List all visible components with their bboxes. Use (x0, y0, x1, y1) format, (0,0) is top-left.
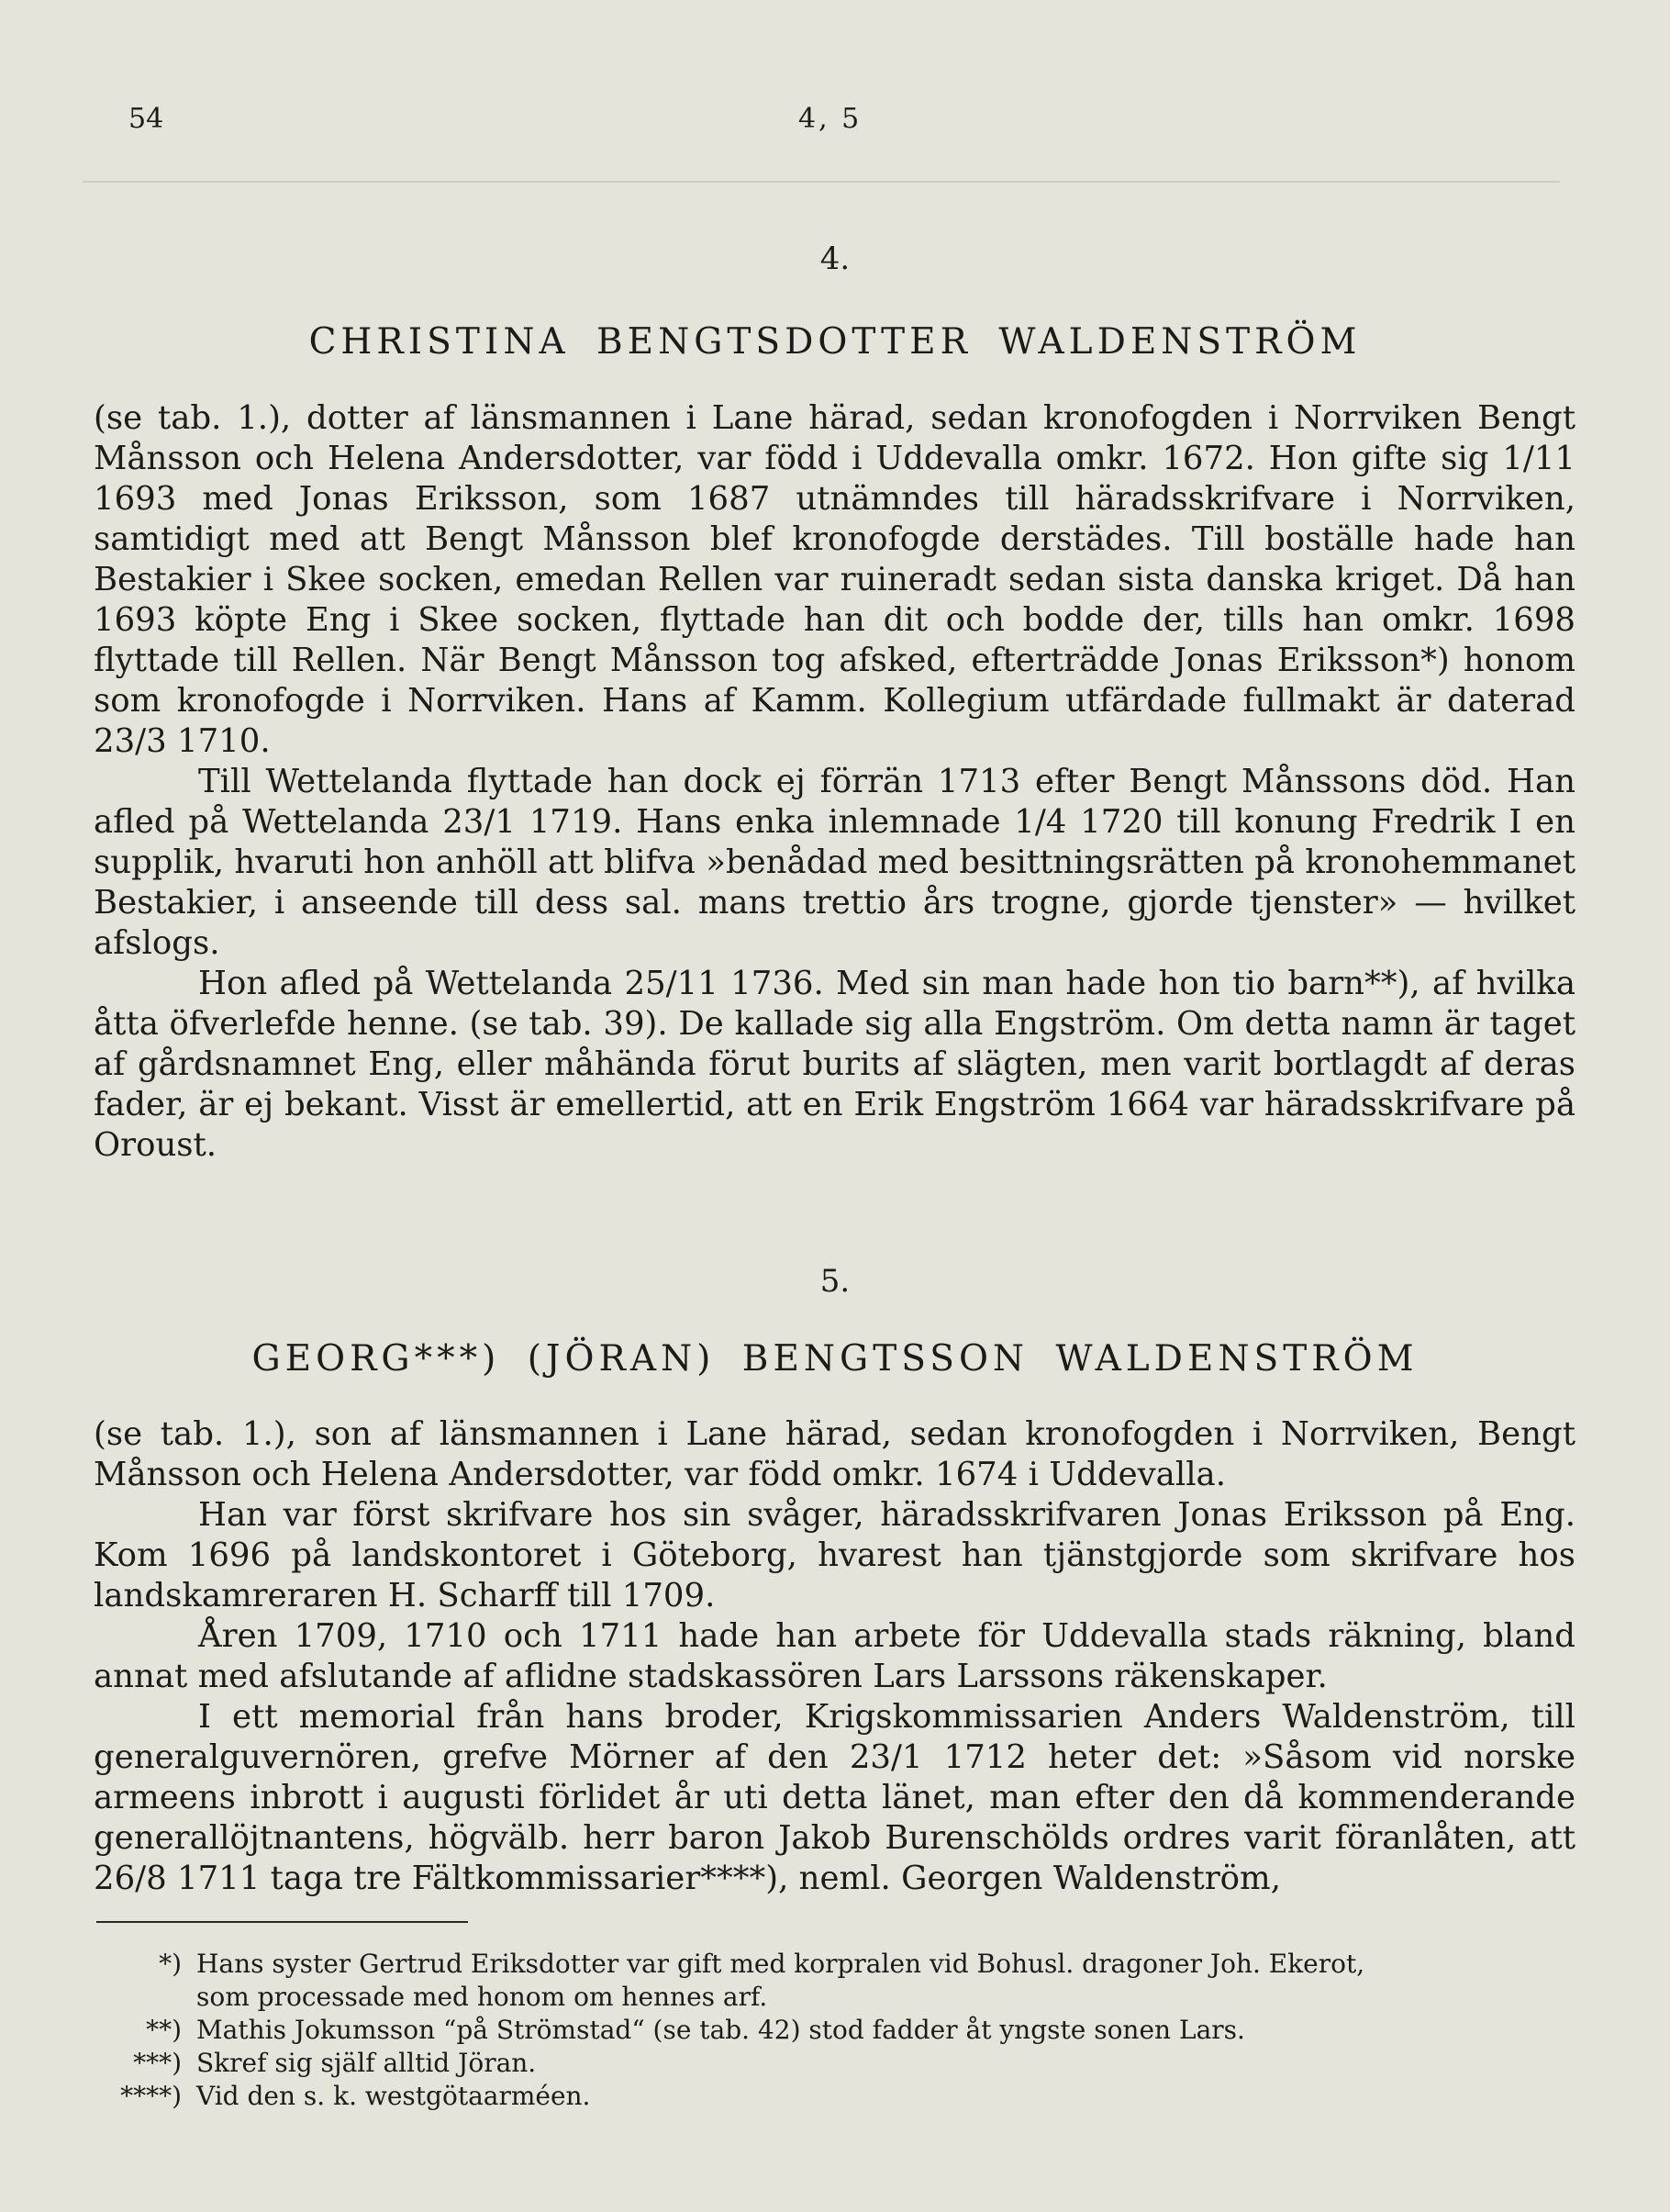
footnote-text: Vid den s. k. westgötaarméen. (196, 2081, 591, 2111)
footnote-rule (96, 1921, 468, 1923)
section-4-paragraph: (se tab. 1.), dotter af länsmannen i Lane härad, sedan kronofogden i Norrviken Bengt Månsson och Helena Andersdotter, var född i Uddevalla omkr. 1672. Hon gifte sig 1/11 1693 med Jonas Eriksson, som 1687 utnämndes till häradsskrifvare i Norrviken, samtidigt med att Bengt Månsson blef kronofogde derstädes. Till boställe hade han Bestakier i Skee socken, emedan Rellen var ruineradt sedan sista danska kriget. Då han 1693 köpte Eng i Skee socken, flyttade han dit och bodde der, tills han omkr. 1698 flyttade till Rellen. När Bengt Månsson tog afsked, efterträdde Jonas Eriksson*) honom som kronofogde i Norrviken. Hans af Kamm. Kollegium utfärdade fullmakt är daterad 23/3 1710. (94, 399, 1575, 760)
footnote (94, 2047, 1575, 2080)
footnote-marker: *) (159, 1949, 182, 1979)
footnote (94, 2014, 1575, 2047)
section-5-body (94, 1414, 1575, 1899)
section-4-paragraph: Till Wettelanda flyttade han dock ej förrän 1713 efter Bengt Månssons död. Han afled på Wettelanda 23/1 1719. Hans enka inlemnade 1/4 1720 till konung Fredrik I en supplik, hvaruti hon anhöll att blifva »benådad med besittningsrätten på kronohemmanet Bestakier, i anseende till dess sal. mans trettio års trogne, gjorde tjenster» — hvilket afslogs. (94, 763, 1575, 962)
section-5-number: 5. (819, 1263, 851, 1300)
footnote-text: som processade med honom om hennes arf. (196, 1982, 768, 2012)
footnote-text: Hans syster Gertrud Eriksdotter var gift med korpralen vid Bohusl. dragoner Joh. Ekerot, (196, 1949, 1365, 1979)
section-4-number: 4. (819, 240, 851, 277)
footnote (94, 2080, 1575, 2113)
section-4-body (94, 398, 1575, 1166)
section-5-paragraph: (se tab. 1.), son af länsmannen i Lane härad, sedan kronofogden i Norrviken, Bengt Månsson och Helena Andersdotter, var född omkr. 1674 i Uddevalla. (94, 1415, 1575, 1493)
section-5-paragraph: I ett memorial från hans broder, Krigskommissarien Anders Waldenström, till generalguvernören, grefve Mörner af den 23/1 1712 heter det: »Såsom vid norske armeens inbrott i augusti förlidet år uti detta länet, man efter den då kommenderande generallöjtnantens, högvälb. herr baron Jakob Burenschölds ordres varit föranlåten, att 26/8 1711 taga tre Fältkommissarier****), neml. Georgen Waldenström, (94, 1698, 1575, 1897)
footnote-marker: **) (146, 2015, 182, 2045)
footnote-text: Skref sig själf alltid Jöran. (196, 2048, 537, 2078)
running-header (128, 103, 1569, 149)
footnote (94, 1981, 1575, 2014)
section-4-paragraph: Hon afled på Wettelanda 25/11 1736. Med sin man hade hon tio barn**), af hvilka åtta öfverlefde henne. (se tab. 39). De kallade sig alla Engström. Om detta namn är taget af gårdsnamnet Eng, eller måhända förut burits af slägten, men varit bortlagdt af deras fader, är ej bekant. Visst är emellertid, att en Erik Engström 1664 var häradsskrifvare på Oroust. (94, 965, 1575, 1164)
section-5-paragraph: Han var först skrifvare hos sin svåger, häradsskrifvaren Jonas Eriksson på Eng. Kom 1696 på landskontoret i Göteborg, hvarest han tjänstgjorde som skrifvare hos landskamreraren H. Scharff till 1709. (94, 1496, 1575, 1614)
header-divider (83, 181, 1560, 183)
section-5-paragraph: Åren 1709, 1710 och 1711 hade han arbete för Uddevalla stads räkning, bland annat med afslutande af aflidne stadskassören Lars Larssons räkenskaper. (94, 1617, 1575, 1695)
footnote-text: Mathis Jokumsson “på Strömstad“ (se tab. 42) stod fadder åt yngste sonen Lars. (196, 2015, 1245, 2045)
page-number: 54 (128, 103, 164, 135)
footnotes (94, 1948, 1575, 2113)
footnote (94, 1948, 1575, 1981)
footnote-marker: ****) (120, 2081, 182, 2111)
footnote-marker: ***) (133, 2048, 182, 2078)
section-5-title: GEORG***) (JÖRAN) BENGTSSON WALDENSTRÖM (251, 1338, 1419, 1380)
section-4-title: CHRISTINA BENGTSDOTTER WALDENSTRÖM (308, 321, 1362, 363)
section-range: 4, 5 (798, 103, 863, 135)
